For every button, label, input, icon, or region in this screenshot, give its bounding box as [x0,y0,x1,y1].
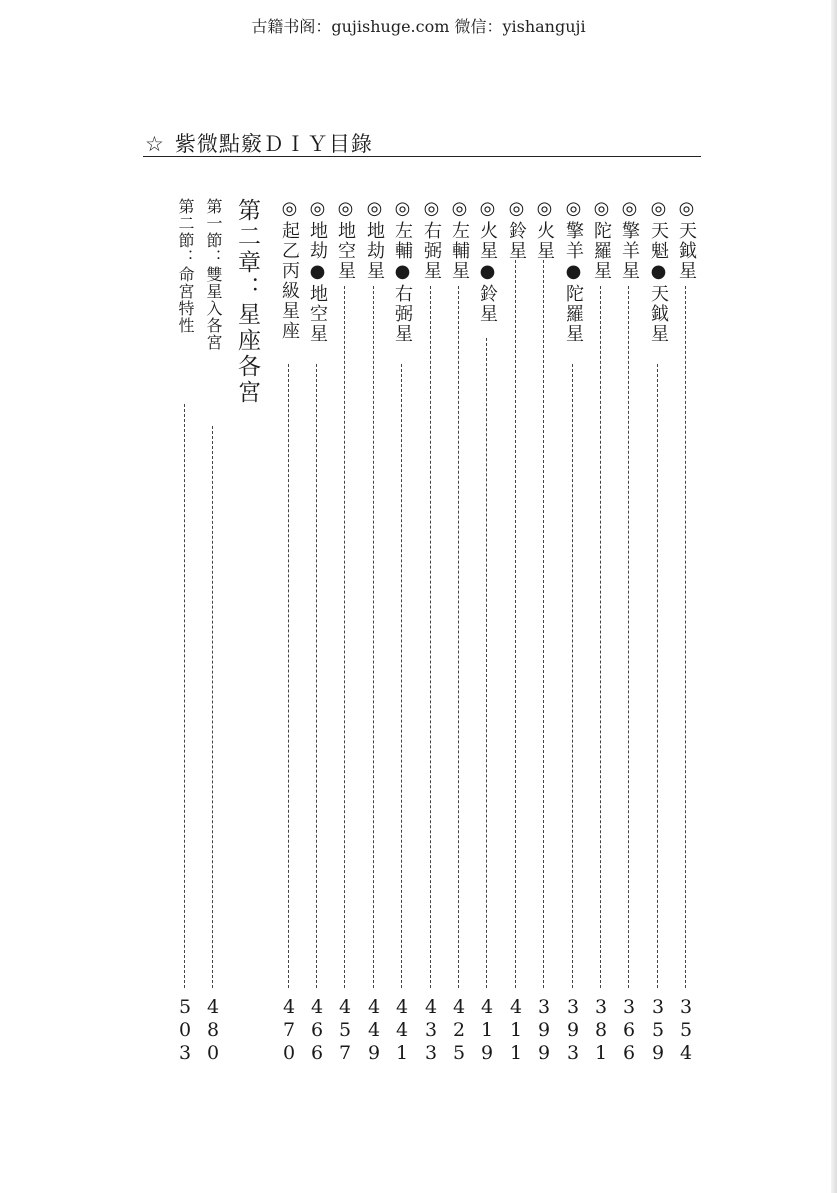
page-edge [831,0,837,1193]
toc-leader [657,364,658,988]
toc-entry-title: ◎擎羊●陀羅星 [563,198,584,344]
toc-leader [401,364,402,988]
toc-entry-title: ◎地劫星 [364,198,385,281]
chapter-heading [234,198,260,1060]
toc-leader [628,286,629,988]
toc-page-number: 503 [174,996,196,1065]
toc-page-number: 393 [562,996,584,1065]
toc-page-number: 354 [675,996,697,1065]
toc-entry [588,198,614,1065]
toc-entry [673,198,699,1065]
toc-entry [446,198,472,1065]
toc-entry-title: ◎天魁●天鉞星 [648,198,669,344]
toc-page-number: 466 [306,996,328,1065]
toc-leader [184,404,185,988]
toc-entry [172,198,198,1065]
toc-page-number: 381 [590,996,612,1065]
toc-leader [600,286,601,988]
toc-entry [276,198,302,1065]
chapter-title: 第二章：星座各宮 [234,198,260,406]
toc-leader [515,260,516,988]
toc-entry-title: ◎火星 [534,198,555,261]
toc-leader [288,364,289,988]
toc-leader [572,364,573,988]
toc-entry [332,198,358,1065]
toc-entry [560,198,586,1065]
toc-entry-title: ◎火星●鈴星 [477,198,498,324]
toc-entry-title: ◎起乙丙級星座 [279,198,300,341]
header-rule [143,156,701,157]
toc-page-number: 411 [505,996,527,1065]
toc-page-number: 470 [278,996,300,1065]
toc-leader [685,286,686,988]
toc-entry [361,198,387,1065]
toc-entry-title: ◎鈴星 [506,198,527,261]
toc-entry [474,198,500,1065]
toc-entry-title: ◎地劫●地空星 [307,198,328,344]
toc-entry-title: ◎地空星 [335,198,356,281]
toc-page-number: 441 [391,996,413,1065]
toc-page-number: 433 [420,996,442,1065]
toc-page-number: 419 [476,996,498,1065]
toc-entry [616,198,642,1065]
toc-page-number: 399 [533,996,555,1065]
toc-entry-title: ◎左輔星 [449,198,470,281]
toc-entry [304,198,330,1065]
page-header [145,128,373,158]
toc-entry-title: ◎天鉞星 [676,198,697,281]
toc-page-number: 480 [202,996,224,1065]
toc-leader [316,364,317,988]
toc-page-number: 359 [647,996,669,1065]
toc-entry-title: 第一節：雙星入各宮 [204,198,223,351]
toc-entry [531,198,557,1065]
toc-page-number: 366 [618,996,640,1065]
toc-page-number: 425 [448,996,470,1065]
watermark: 古籍书阁：gujishuge.com 微信：yishanguji [251,17,586,36]
toc-page-number: 449 [363,996,385,1065]
toc-entry-title: ◎擎羊星 [619,198,640,281]
toc-entry [418,198,444,1065]
toc-page-number: 457 [334,996,356,1065]
toc-leader [373,286,374,988]
toc-entry-title: ◎陀羅星 [591,198,612,281]
toc-entry-title: 第二節：命宮特性 [176,198,195,334]
toc-entry-title: ◎左輔●右弼星 [392,198,413,344]
page-title: 紫微點竅ＤＩＹ目錄 [174,132,373,156]
toc-entry [503,198,529,1065]
toc-leader [543,260,544,988]
toc-entry-title: ◎右弼星 [421,198,442,281]
toc-leader [430,286,431,988]
toc-entry [645,198,671,1065]
toc-leader [344,286,345,988]
star-icon: ☆ [145,132,165,156]
toc-leader [458,286,459,988]
toc-leader [212,426,213,988]
toc-entry [389,198,415,1065]
toc-entry [200,198,226,1065]
toc-leader [486,338,487,988]
